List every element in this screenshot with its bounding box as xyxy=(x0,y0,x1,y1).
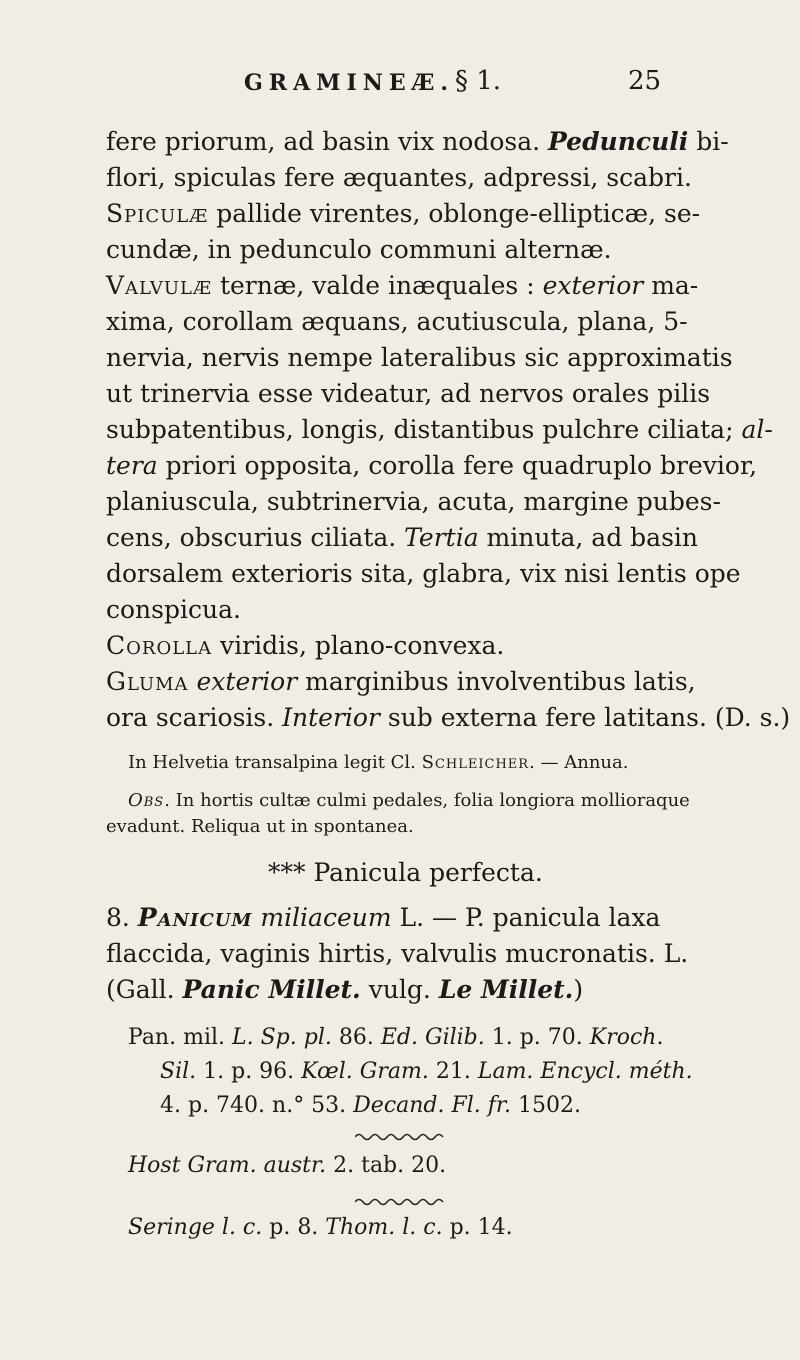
text-line: ut trinervia esse videatur, ad nervos orales pilis xyxy=(106,379,711,408)
text-line: Spiculæ pallide virentes, oblonge-ellipticæ, se- xyxy=(106,199,701,228)
running-title: GRAMINEÆ. xyxy=(244,70,455,96)
text-line: dorsalem exterioris sita, glabra, vix nisi lentis ope xyxy=(106,559,741,588)
running-header xyxy=(0,66,800,106)
text-line: flori, spiculas fere æquantes, adpressi, scabri. xyxy=(106,163,692,192)
text-line: planiuscula, subtrinervia, acuta, margine pubes- xyxy=(106,487,721,516)
text-line: Gluma exterior marginibus involventibus latis, xyxy=(106,667,696,696)
wavy-divider xyxy=(355,1197,445,1207)
note-line: Obs. In hortis cultæ culmi pedales, folia longiora mollioraque xyxy=(128,790,690,811)
text-line: cundæ, in pedunculo communi alternæ. xyxy=(106,235,612,264)
text-line: Valvulæ ternæ, valde inæquales : exterior ma- xyxy=(106,271,699,300)
species-line: (Gall. Panic Millet. vulg. Le Millet.) xyxy=(106,975,584,1004)
text-line: subpatentibus, longis, distantibus pulchre ciliata; al- xyxy=(106,415,773,444)
section-heading: *** Panicula perfecta. xyxy=(268,858,543,887)
text-line: cens, obscurius ciliata. Tertia minuta, ad basin xyxy=(106,523,698,552)
reference-line: Sil. 1. p. 96. Kœl. Gram. 21. Lam. Encycl. méth. xyxy=(160,1059,693,1084)
text-line: tera priori opposita, corolla fere quadruplo brevior, xyxy=(106,451,758,480)
text-line: Corolla viridis, plano-convexa. xyxy=(106,631,505,660)
text-line: fere priorum, ad basin vix nodosa. Pedunculi bi- xyxy=(106,127,729,156)
text-line: nervia, nervis nempe lateralibus sic approximatis xyxy=(106,343,733,372)
wavy-divider xyxy=(355,1132,445,1142)
reference-line: Pan. mil. L. Sp. pl. 86. Ed. Gilib. 1. p. 70. Kroch. xyxy=(128,1025,664,1050)
section-mark: § 1. xyxy=(455,66,502,96)
species-line: flaccida, vaginis hirtis, valvulis mucronatis. L. xyxy=(106,939,689,968)
note-line: evadunt. Reliqua ut in spontanea. xyxy=(106,816,414,837)
species-line: 8. Panicum miliaceum L. — P. panicula laxa xyxy=(106,903,661,932)
text-line: conspicua. xyxy=(106,595,241,624)
note-line: In Helvetia transalpina legit Cl. Schleicher. — Annua. xyxy=(128,752,629,773)
text-line: xima, corollam æquans, acutiuscula, plana, 5- xyxy=(106,307,688,336)
page-number: 25 xyxy=(628,66,662,96)
seringe-reference: Seringe l. c. p. 8. Thom. l. c. p. 14. xyxy=(128,1215,513,1240)
reference-line: 4. p. 740. n.° 53. Decand. Fl. fr. 1502. xyxy=(160,1093,582,1118)
host-reference: Host Gram. austr. 2. tab. 20. xyxy=(128,1153,447,1178)
text-line: ora scariosis. Interior sub externa fere latitans. (D. s.) xyxy=(106,703,791,732)
